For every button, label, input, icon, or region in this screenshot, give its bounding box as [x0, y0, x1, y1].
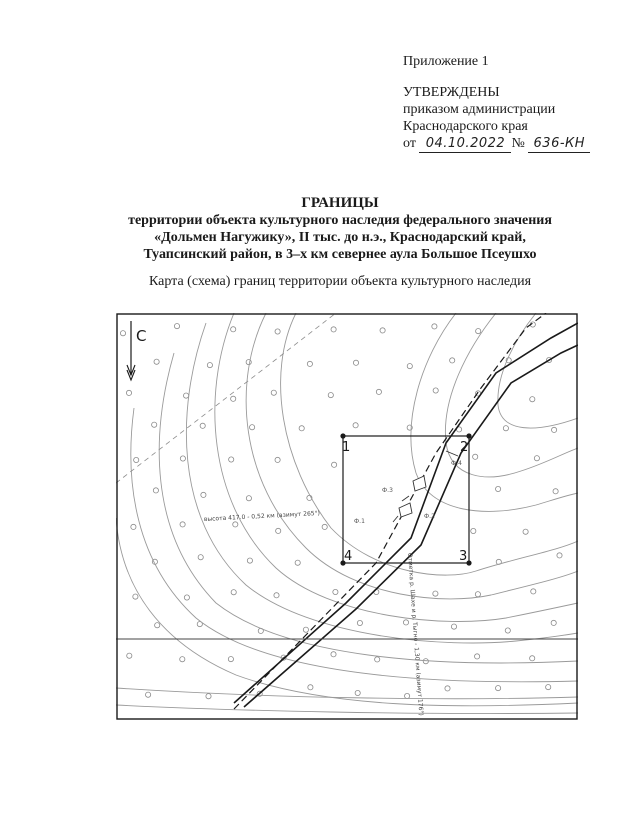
vegetation-symbol	[274, 593, 279, 598]
vegetation-symbol	[445, 686, 450, 691]
boundary-point-2	[466, 433, 471, 438]
vegetation-symbol	[275, 329, 280, 334]
north-arrow	[127, 321, 146, 380]
vegetation-symbol	[207, 363, 212, 368]
vegetation-symbol	[307, 361, 312, 366]
vegetation-symbol	[153, 488, 158, 493]
photo-label-1: Ф.1	[354, 518, 365, 525]
order-line-2: Краснодарского края	[403, 119, 528, 134]
vegetation-symbol	[405, 693, 410, 698]
vegetation-symbol	[475, 654, 480, 659]
vegetation-symbol	[180, 456, 185, 461]
vegetation-symbol	[247, 558, 252, 563]
document-title	[60, 195, 620, 263]
dolmen-object	[393, 451, 458, 522]
vegetation-symbol	[180, 657, 185, 662]
vegetation-symbol	[250, 425, 255, 430]
title-line-1: территории объекта культурного наследия федерального значения	[128, 213, 552, 228]
vegetation-symbol	[553, 489, 558, 494]
vegetation-symbol	[432, 324, 437, 329]
vegetation-symbol	[471, 528, 476, 533]
vegetation-symbol	[357, 620, 362, 625]
vegetation-symbol	[552, 427, 557, 432]
vegetation-symbol	[200, 423, 205, 428]
north-label: С	[136, 327, 147, 345]
photo-label-3: Ф.3	[382, 487, 393, 494]
contour-line	[186, 323, 578, 643]
approval-block	[403, 84, 590, 153]
contour-line	[131, 408, 578, 682]
from-label: от	[403, 136, 416, 151]
order-date-line	[403, 135, 590, 153]
vegetation-symbol	[476, 329, 481, 334]
vegetation-symbol	[308, 685, 313, 690]
vegetation-symbol	[530, 656, 535, 661]
title-line-3: Туапсинский район, в 3–х км севернее аула Большое Псеушхо	[143, 247, 537, 262]
corner-label-4: 4	[344, 549, 353, 564]
road-line	[244, 345, 578, 707]
contour-line	[116, 518, 578, 706]
vegetation-symbol	[322, 524, 327, 529]
vegetation-symbol	[496, 486, 501, 491]
vegetation-symbol	[546, 685, 551, 690]
vegetation-symbol	[331, 327, 336, 332]
corner-label-1: 1	[342, 440, 351, 455]
vegetation-symbol	[534, 456, 539, 461]
boundary-point-1	[340, 433, 345, 438]
vegetation-symbol	[523, 529, 528, 534]
vegetation-symbol	[403, 620, 408, 625]
vegetation-symbol	[120, 331, 125, 336]
vegetation-symbol	[206, 694, 211, 699]
number-sign: №	[511, 136, 525, 151]
dolmen-icon	[399, 503, 412, 517]
handwritten-date: 04.10.2022	[419, 135, 511, 153]
vegetation-symbol	[126, 390, 131, 395]
vegetation-symbol	[134, 457, 139, 462]
vegetation-symbol	[154, 359, 159, 364]
vegetation-symbol	[557, 553, 562, 558]
title-heading: ГРАНИЦЫ	[301, 195, 379, 211]
map-frame	[117, 314, 577, 719]
contour-line	[116, 688, 578, 699]
vegetation-symbol	[530, 397, 535, 402]
contour-line	[215, 313, 578, 621]
vegetation-symbol	[503, 426, 508, 431]
vegetation-symbol	[433, 388, 438, 393]
vegetation-symbol	[496, 686, 501, 691]
vegetation-symbol	[127, 653, 132, 658]
vegetation-symbol	[355, 690, 360, 695]
vegetation-symbol	[353, 423, 358, 428]
vegetation-symbol	[231, 396, 236, 401]
contour-line	[411, 313, 578, 511]
vegetation-symbol	[228, 657, 233, 662]
vegetation-symbol	[184, 595, 189, 600]
annotation-road: Отметка р. Шахе и р. Тыгно - 1,30 км (азимут 176°)	[406, 552, 425, 717]
vegetation-symbol	[295, 560, 300, 565]
vegetation-symbol	[375, 657, 380, 662]
vegetation-symbol	[380, 328, 385, 333]
map-svg	[116, 313, 578, 720]
vegetation-symbol	[275, 457, 280, 462]
vegetation-symbol	[271, 390, 276, 395]
vegetation-symbol	[331, 652, 336, 657]
vegetation-symbol	[505, 628, 510, 633]
vegetation-symbol	[246, 496, 251, 501]
vegetation-symbol	[276, 528, 281, 533]
corner-label-2: 2	[460, 440, 469, 455]
vegetation-symbol	[407, 364, 412, 369]
vegetation-symbol	[198, 555, 203, 560]
vegetation-symbol	[328, 393, 333, 398]
vegetation-symbol	[133, 594, 138, 599]
vegetation-symbol	[180, 522, 185, 527]
contour-lines	[116, 313, 578, 717]
vegetation-symbol	[229, 457, 234, 462]
title-line-2: «Дольмен Нагужику», II тыс. до н.э., Краснодарский край,	[154, 230, 526, 245]
vegetation-symbol	[551, 620, 556, 625]
vegetation-symbol	[475, 592, 480, 597]
map-caption: Карта (схема) границ территории объекта культурного наследия	[148, 274, 532, 289]
vegetation-symbol	[152, 422, 157, 427]
vegetation-symbol	[333, 589, 338, 594]
vegetation-symbol	[155, 623, 160, 628]
handwritten-number: 636-КН	[528, 135, 590, 153]
vegetation-symbol	[201, 492, 206, 497]
vegetation-symbol	[246, 360, 251, 365]
vegetation-symbol	[353, 360, 358, 365]
contour-line	[281, 313, 578, 575]
contour-line	[116, 705, 578, 714]
vegetation-symbol	[450, 358, 455, 363]
vegetation-symbol	[451, 624, 456, 629]
dolmen-icon	[413, 476, 426, 491]
boundary-map	[116, 313, 578, 725]
vegetation-symbol	[299, 426, 304, 431]
vegetation-symbol	[233, 522, 238, 527]
vegetation-symbol	[376, 389, 381, 394]
photo-label-4: Ф.4	[451, 460, 462, 467]
vegetation-symbol	[146, 692, 151, 697]
approved-heading: УТВЕРЖДЕНЫ	[403, 85, 500, 100]
vegetation-symbol	[174, 324, 179, 329]
vegetation-symbol	[303, 627, 308, 632]
order-line-1: приказом администрации	[403, 102, 556, 117]
vegetation-symbol	[332, 462, 337, 467]
annex-label: Приложение 1	[403, 54, 489, 69]
photo-label-2: Ф.2	[424, 513, 435, 520]
vegetation-symbol	[131, 524, 136, 529]
annotation-left: высота 417.0 - 0,52 км (азимут 265°)	[203, 509, 321, 523]
dashed-diagonal-line	[116, 313, 336, 483]
vegetation-symbol	[531, 589, 536, 594]
vegetation-symbol	[433, 591, 438, 596]
vegetation-symbol	[231, 327, 236, 332]
vegetation-symbol	[473, 454, 478, 459]
vegetation-symbol	[231, 590, 236, 595]
corner-label-3: 3	[459, 549, 468, 564]
